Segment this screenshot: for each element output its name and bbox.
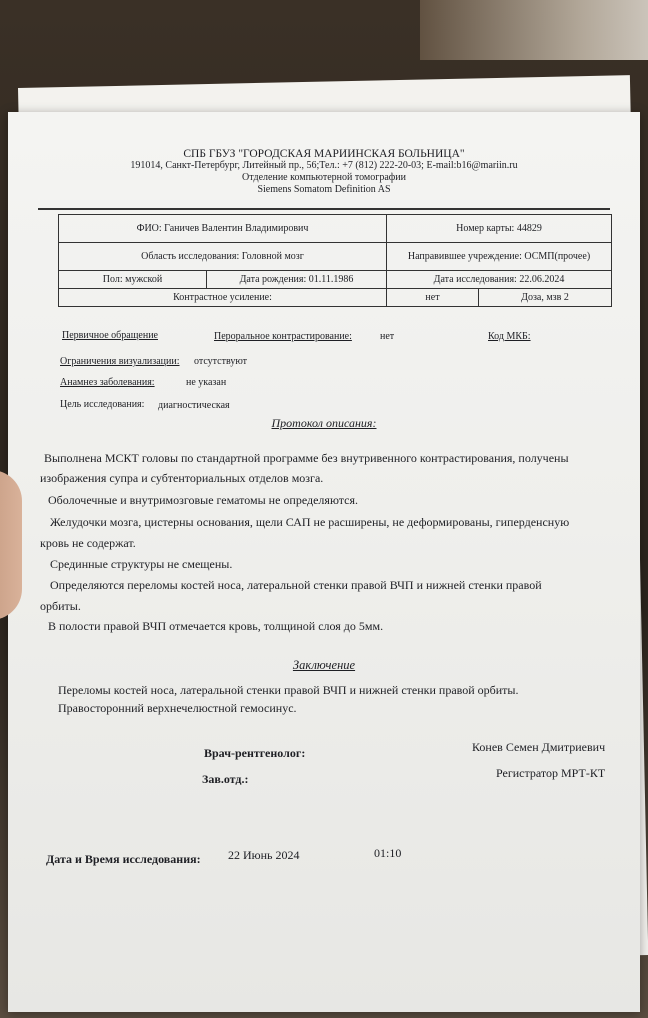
protocol-line-5: кровь не содержат.	[40, 536, 136, 550]
anamnesis-value: не указан	[186, 377, 227, 388]
sex-cell: Пол: мужской	[59, 271, 207, 289]
study-date-value: 22 Июнь 2024	[228, 848, 300, 862]
protocol-line-2: изображения супра и субтенториальных отделов мозга.	[40, 471, 324, 485]
protocol-line-1: Выполнена МСКТ головы по стандартной программе без внутривенного контрастирования, получены	[44, 451, 569, 465]
study-goal-label: Цель исследования:	[60, 399, 145, 410]
icd-code-label: Код МКБ:	[488, 331, 531, 342]
medical-report-sheet	[8, 112, 640, 1012]
protocol-title: Протокол описания:	[271, 416, 377, 430]
radiologist-label: Врач-рентгенолог:	[204, 746, 306, 760]
patient-name-cell: ФИО: Ганичев Валентин Владимирович	[59, 215, 387, 243]
department-head-label: Зав.отд.:	[202, 772, 249, 786]
scanner-name: Siemens Somatom Definition AS	[257, 184, 391, 195]
referring-institution-cell: Направившее учреждение: ОСМП(прочее)	[387, 243, 612, 271]
conclusion-line-2: Правосторонний верхнечелюстной гемосинус.	[58, 701, 297, 715]
contrast-value-cell: нет	[387, 289, 479, 307]
radiologist-name: Конев Семен Дмитриевич	[472, 740, 606, 754]
oral-contrast-label: Пероральное контрастирование:	[214, 331, 352, 342]
card-number-cell: Номер карты: 44829	[387, 215, 612, 243]
protocol-line-7: Определяются переломы костей носа, латеральной стенки правой ВЧП и нижней стенки правой	[50, 578, 542, 592]
primary-visit-label: Первичное обращение	[62, 330, 158, 341]
oral-contrast-value: нет	[380, 331, 395, 342]
registrar-title: Регистратор МРТ-КТ	[496, 766, 606, 780]
hospital-address: 191014, Санкт-Петербург, Литейный пр., 56;Тел.: +7 (812) 222-20-03; E-mail:b16@mariin.ru	[130, 160, 518, 171]
visualization-limits-value: отсутствуют	[194, 356, 248, 367]
dose-cell: Доза, мзв 2	[479, 289, 612, 307]
protocol-line-8: орбиты.	[40, 599, 81, 613]
conclusion-title: Заключение	[292, 658, 356, 672]
study-area-cell: Область исследования: Головной мозг	[59, 243, 387, 271]
hospital-name: СПБ ГБУЗ "ГОРОДСКАЯ МАРИИНСКАЯ БОЛЬНИЦА"	[183, 148, 465, 160]
protocol-line-6: Срединные структуры не смещены.	[50, 557, 233, 571]
study-goal-value: диагностическая	[158, 400, 230, 411]
study-date-cell: Дата исследования: 22.06.2024	[387, 271, 612, 289]
study-time-value: 01:10	[374, 846, 402, 860]
finger-holding-paper	[0, 470, 22, 620]
conclusion-line-1: Переломы костей носа, латеральной стенки правой ВЧП и нижней стенки правой орбиты.	[58, 683, 519, 697]
report-header	[8, 148, 640, 196]
protocol-line-4: Желудочки мозга, цистерны основания, щели САП не расширены, не деформированы, гиперденсную	[50, 515, 570, 529]
anamnesis-label: Анамнез заболевания:	[60, 377, 155, 388]
protocol-line-9: В полости правой ВЧП отмечается кровь, толщиной слоя до 5мм.	[48, 619, 384, 633]
header-divider	[38, 208, 610, 210]
protocol-line-3: Оболочечные и внутримозговые гематомы не определяются.	[48, 493, 358, 507]
study-datetime-label: Дата и Время исследования:	[46, 852, 201, 866]
contrast-label-cell: Контрастное усиление:	[59, 289, 387, 307]
patient-info-table	[58, 214, 612, 307]
background-window	[420, 0, 648, 60]
birth-date-cell: Дата рождения: 01.11.1986	[207, 271, 387, 289]
department-name: Отделение компьютерной томографии	[242, 172, 406, 183]
visualization-limits-label: Ограничения визуализации:	[60, 356, 180, 367]
